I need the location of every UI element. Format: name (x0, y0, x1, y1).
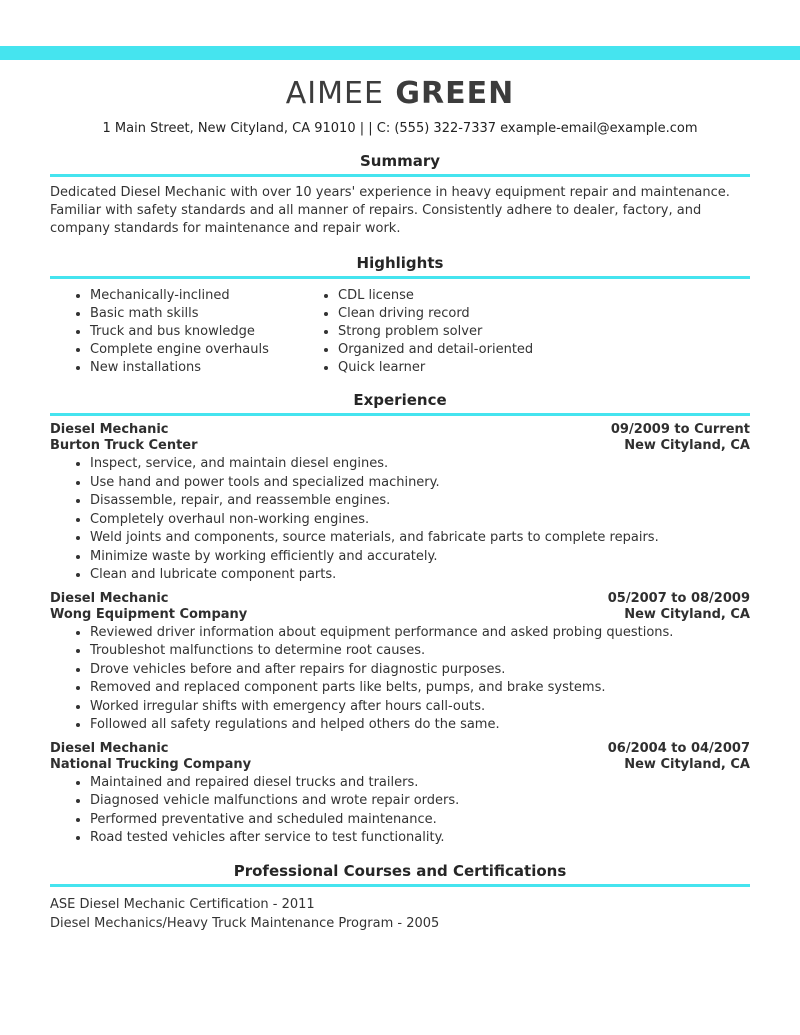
first-name: AIMEE (285, 76, 384, 111)
job-bullet-list (50, 774, 750, 848)
job-bullet: • Diagnosed vehicle malfunctions and wrote repair orders. (90, 792, 750, 811)
job-entry (50, 422, 750, 585)
highlights-left-list (50, 287, 300, 377)
summary-text: Dedicated Diesel Mechanic with over 10 years' experience in heavy equipment repair and maintenance. Familiar with safety standards and all manner of repairs. Consistently adhere to dealer, factory, and company standards for maintenance and repair work. (50, 185, 730, 236)
job-entry (50, 741, 750, 848)
job-dates: 06/2004 to 04/2007 (607, 740, 750, 756)
contact-line: 1 Main Street, New Cityland, CA 91010 | | C: (555) 322-7337 example-email@example.com (102, 121, 698, 136)
accent-top-bar (0, 46, 800, 60)
section-header-summary: Summary (50, 152, 750, 177)
resume-name (50, 76, 750, 111)
job-entry (50, 591, 750, 735)
resume-content (0, 76, 800, 933)
highlight-item: • New installations (90, 359, 300, 377)
job-company: National Trucking Company (50, 756, 252, 772)
last-name: GREEN (395, 76, 515, 111)
job-company-row (50, 607, 750, 622)
highlights-columns (50, 287, 750, 377)
job-bullet: • Followed all safety regulations and helped others do the same. (90, 716, 750, 735)
job-bullet: • Minimize waste by working efficiently and accurately. (90, 548, 750, 567)
job-company-row (50, 438, 750, 453)
job-title: Diesel Mechanic (50, 740, 169, 756)
job-location: New Cityland, CA (624, 606, 750, 622)
highlight-item: • Quick learner (338, 359, 533, 377)
job-bullet: • Maintained and repaired diesel trucks and trailers. (90, 774, 750, 793)
highlight-item: • Strong problem solver (338, 323, 533, 341)
certification-item: ASE Diesel Mechanic Certification - 2011 (50, 896, 315, 912)
highlight-item: • Mechanically-inclined (90, 287, 300, 305)
job-company-row (50, 757, 750, 772)
highlight-item: • Clean driving record (338, 305, 533, 323)
certifications-section (50, 862, 750, 933)
job-bullet: • Clean and lubricate component parts. (90, 566, 750, 585)
summary-section (50, 152, 750, 238)
job-bullet: • Road tested vehicles after service to test functionality. (90, 829, 750, 848)
highlight-item: • Truck and bus knowledge (90, 323, 300, 341)
highlight-item: • Basic math skills (90, 305, 300, 323)
job-dates: 05/2007 to 08/2009 (607, 590, 750, 606)
job-bullet: • Troubleshot malfunctions to determine root causes. (90, 642, 750, 661)
job-bullet-list (50, 624, 750, 735)
job-bullet: • Completely overhaul non-working engines. (90, 511, 750, 530)
job-bullet: • Drove vehicles before and after repairs for diagnostic purposes. (90, 661, 750, 680)
job-bullet: • Performed preventative and scheduled maintenance. (90, 811, 750, 830)
section-header-highlights: Highlights (50, 254, 750, 279)
job-location: New Cityland, CA (624, 438, 750, 453)
certification-item: Diesel Mechanics/Heavy Truck Maintenance Program - 2005 (50, 915, 440, 931)
highlights-right-list (300, 287, 533, 377)
job-bullet: • Weld joints and components, source materials, and fabricate parts to complete repairs. (90, 529, 750, 548)
job-bullet: • Reviewed driver information about equipment performance and asked probing questions. (90, 624, 750, 643)
job-bullet: • Worked irregular shifts with emergency after hours call-outs. (90, 698, 750, 717)
top-margin (0, 0, 800, 46)
job-company: Wong Equipment Company (50, 606, 248, 622)
job-title-row (50, 741, 750, 756)
job-location: New Cityland, CA (624, 756, 750, 772)
certification-list (50, 895, 750, 933)
highlights-section (50, 254, 750, 377)
job-title-row (50, 591, 750, 606)
job-bullet: • Inspect, service, and maintain diesel engines. (90, 455, 750, 474)
highlight-item: • Complete engine overhauls (90, 341, 300, 359)
section-header-certifications: Professional Courses and Certifications (50, 862, 750, 887)
highlight-item: • CDL license (338, 287, 533, 305)
job-bullet-list (50, 455, 750, 585)
job-title-row (50, 422, 750, 437)
job-company: Burton Truck Center (50, 438, 198, 453)
highlight-item: • Organized and detail-oriented (338, 341, 533, 359)
job-dates: 09/2009 to Current (610, 422, 750, 437)
job-bullet: • Removed and replaced component parts like belts, pumps, and brake systems. (90, 679, 750, 698)
job-title: Diesel Mechanic (50, 422, 169, 437)
job-bullet: • Use hand and power tools and specialized machinery. (90, 474, 750, 493)
job-title: Diesel Mechanic (50, 590, 169, 606)
section-header-experience: Experience (50, 391, 750, 416)
experience-section (50, 391, 750, 848)
job-bullet: • Disassemble, repair, and reassemble engines. (90, 492, 750, 511)
